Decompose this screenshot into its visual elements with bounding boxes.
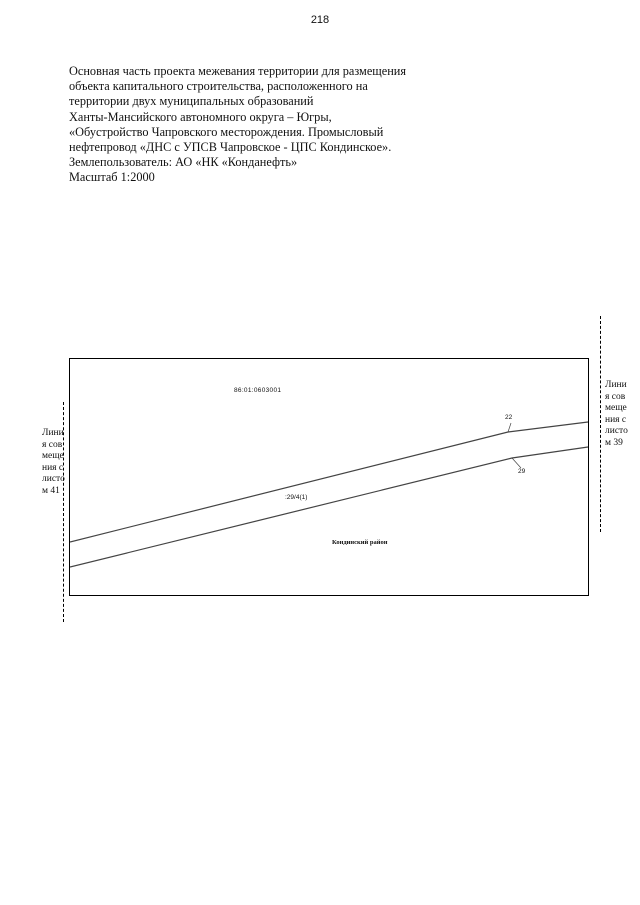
header-line-5: «Обустройство Чапровского месторождения. Промысловый [69,124,384,139]
header-line-3: территории двух муниципальных образований [69,94,314,109]
match-line-right [600,316,601,532]
page-number: 218 [310,14,330,26]
header-line-1: Основная часть проекта межевания территории для размещения [69,64,407,78]
cadastral-quarter-label: 86:01:0603001 [234,387,282,394]
point-29-leader [512,458,521,468]
upper-boundary-line [70,422,588,542]
header-line-7: Землепользователь: АО «НК «Конданефть» [69,155,298,170]
match-line-right-label: Линия совмещения с листом 39 [605,380,628,448]
document-header [69,64,449,186]
point-29-label: 29 [518,468,526,475]
map-frame [69,358,589,596]
scale-label: Масштаб 1:2000 [69,170,155,185]
map-drawing [70,359,588,595]
lower-boundary-line [70,447,588,567]
header-line-2: объекта капитального строительства, расположенного на [69,79,368,94]
header-line-6: нефтепровод «ДНС с УПСВ Чапровское - ЦПС Кондинское». [69,140,392,155]
point-22-label: 22 [505,414,513,421]
match-line-left-label: Линия совмещения с листом 41 [42,428,65,496]
district-label: Кондинский район [332,539,388,546]
point-22-leader [508,423,511,432]
parcel-label: :29/4(1) [285,494,308,501]
header-line-4: Ханты-Мансийского автономного округа – Югры, [69,109,332,124]
